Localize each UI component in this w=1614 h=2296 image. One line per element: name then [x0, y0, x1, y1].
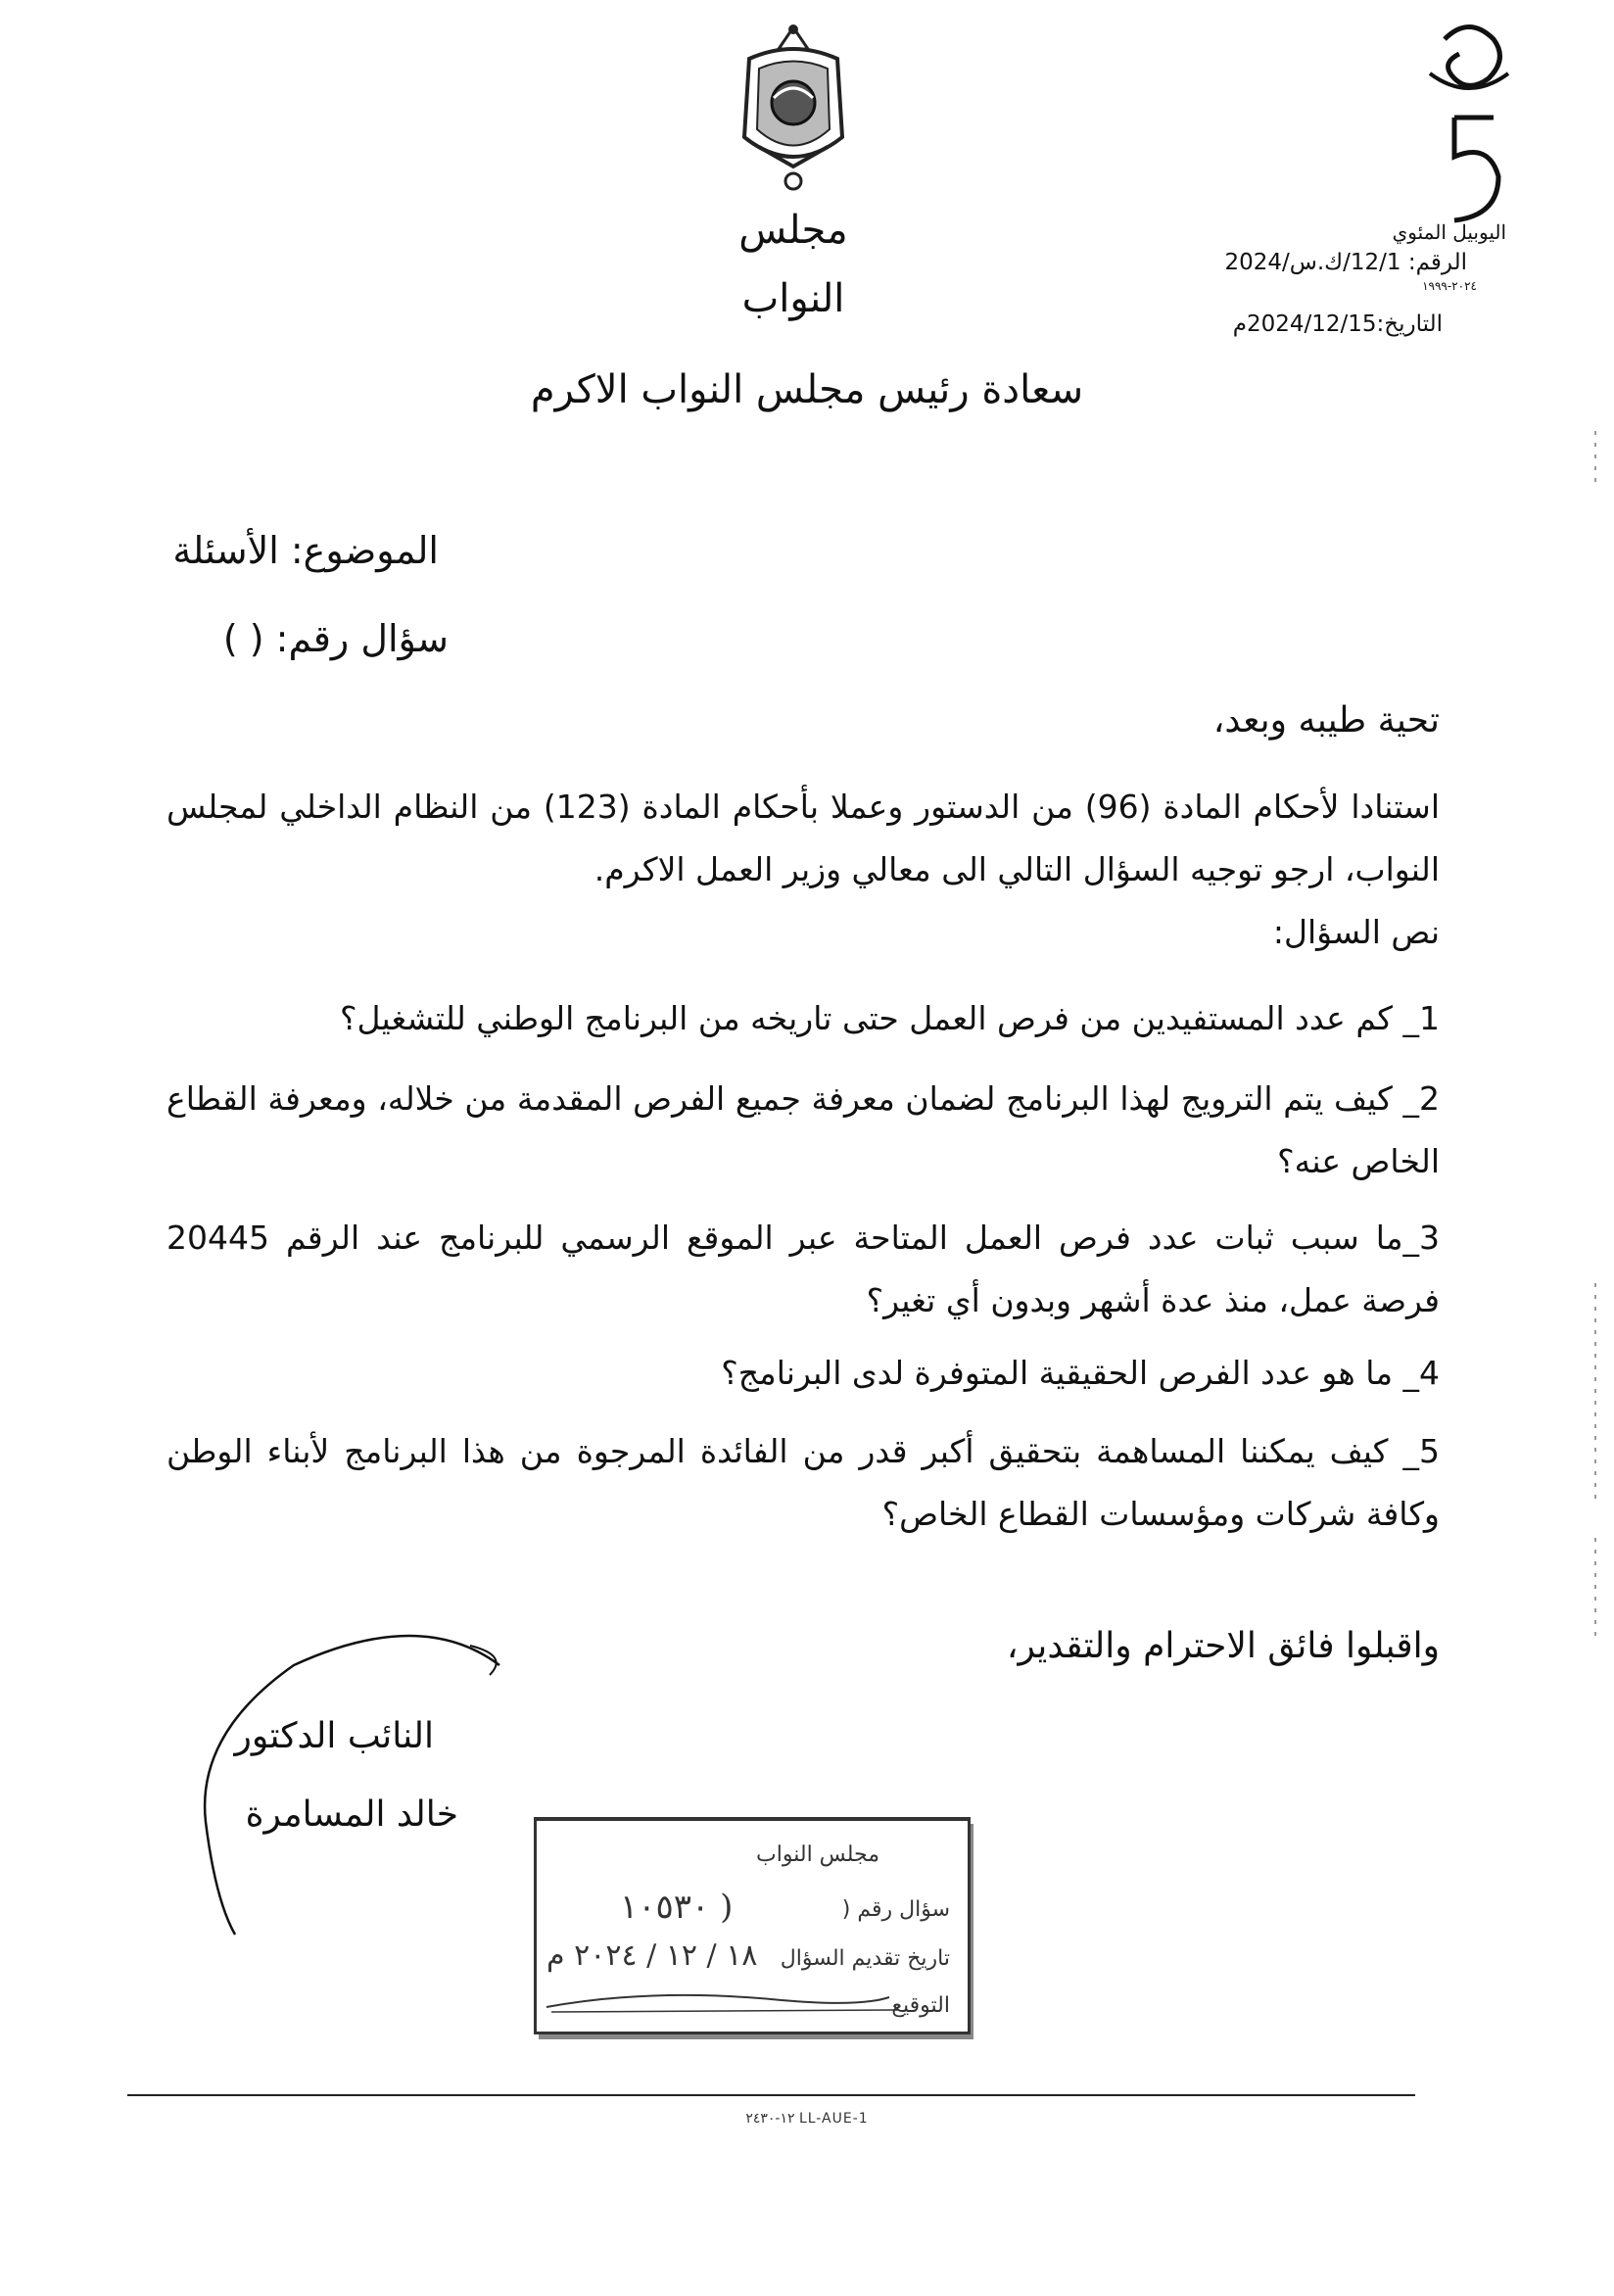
intro-paragraph: استنادا لأحكام المادة (96) من الدستور وعملا بأحكام المادة (123) من النظام الداخلي لمجلس النواب، ارجو توجيه السؤال التالي الى معالي وزير العمل الاكرم.: [166, 788, 1440, 888]
question-item: 3_ما سبب ثبات عدد فرص العمل المتاحة عبر الموقع الرسمي للبرنامج عند الرقم 20445 فرصة عمل، منذ عدة أشهر وبدون أي تغير؟: [166, 1219, 1440, 1319]
question-number-line: سؤال رقم: ( ): [222, 617, 449, 660]
centenary-years: ٢٠٢٤-١٩٩٩: [1422, 279, 1477, 293]
signer-title: النائب الدكتور: [234, 1716, 434, 1756]
stamp-title: مجلس النواب: [756, 1842, 879, 1867]
subject-line: الموضوع: الأسئلة: [172, 529, 439, 572]
closing-line: واقبلوا فائق الاحترام والتقدير،: [1006, 1626, 1440, 1666]
handwritten-signature: [176, 1606, 548, 1969]
centenary-caption: اليوبيل المئوي: [1392, 220, 1506, 244]
stamp-signature-label: التوقيع: [891, 1993, 950, 2018]
stamp-question-value: ١٠٥٣٠ ): [620, 1888, 734, 1927]
coat-of-arms-emblem: [720, 20, 867, 196]
stamp-signature-scribble: [537, 1983, 968, 2022]
footer-rule: [127, 2094, 1415, 2096]
questions-heading: نص السؤال:: [1272, 913, 1440, 951]
stamp-date-label: تاريخ تقديم السؤال: [780, 1946, 950, 1971]
question-item: 2_ كيف يتم الترويج لهذا البرنامج لضمان معرفة جميع الفرص المقدمة من خلاله، ومعرفة القطاع الخاص عنه؟: [166, 1079, 1440, 1180]
question-item: 1_ كم عدد المستفيدين من فرص العمل حتى تاريخه من البرنامج الوطني للتشغيل؟: [339, 999, 1440, 1037]
receipt-stamp: [534, 1817, 971, 2034]
question-item: 4_ ما هو عدد الفرص الحقيقية المتوفرة لدى البرنامج؟: [721, 1354, 1440, 1392]
stamp-date-value: ١٨ / ١٢ / ٢٠٢٤ م: [546, 1938, 758, 1973]
stamp-question-label: سؤال رقم (: [841, 1897, 950, 1922]
addressee: سعادة رئيس مجلس النواب الاكرم: [530, 367, 1084, 412]
scan-edge-mark: [1594, 1283, 1596, 1499]
question-item: 5_ كيف يمكننا المساهمة بتحقيق أكبر قدر من الفائدة المرجوة من هذا البرنامج لأبناء الوطن وكافة شركات ومؤسسات القطاع الخاص؟: [166, 1432, 1440, 1533]
reference-number: الرقم: 12/1/ك.س/2024: [1224, 250, 1467, 275]
scan-edge-mark: [1594, 1538, 1596, 1636]
signer-name: خالد المسامرة: [245, 1794, 458, 1835]
greeting: تحية طيبه وبعد،: [1212, 700, 1440, 741]
scan-edge-mark: [1594, 431, 1596, 490]
centenary-logo: [1400, 20, 1538, 245]
letter-date: التاريخ:2024/12/15م: [1232, 311, 1443, 337]
council-name-calligraphy: مجلس النواب: [738, 208, 848, 321]
footer-code: ١٢-٢٤٣٠ LL-AUE-1: [745, 2111, 869, 2127]
